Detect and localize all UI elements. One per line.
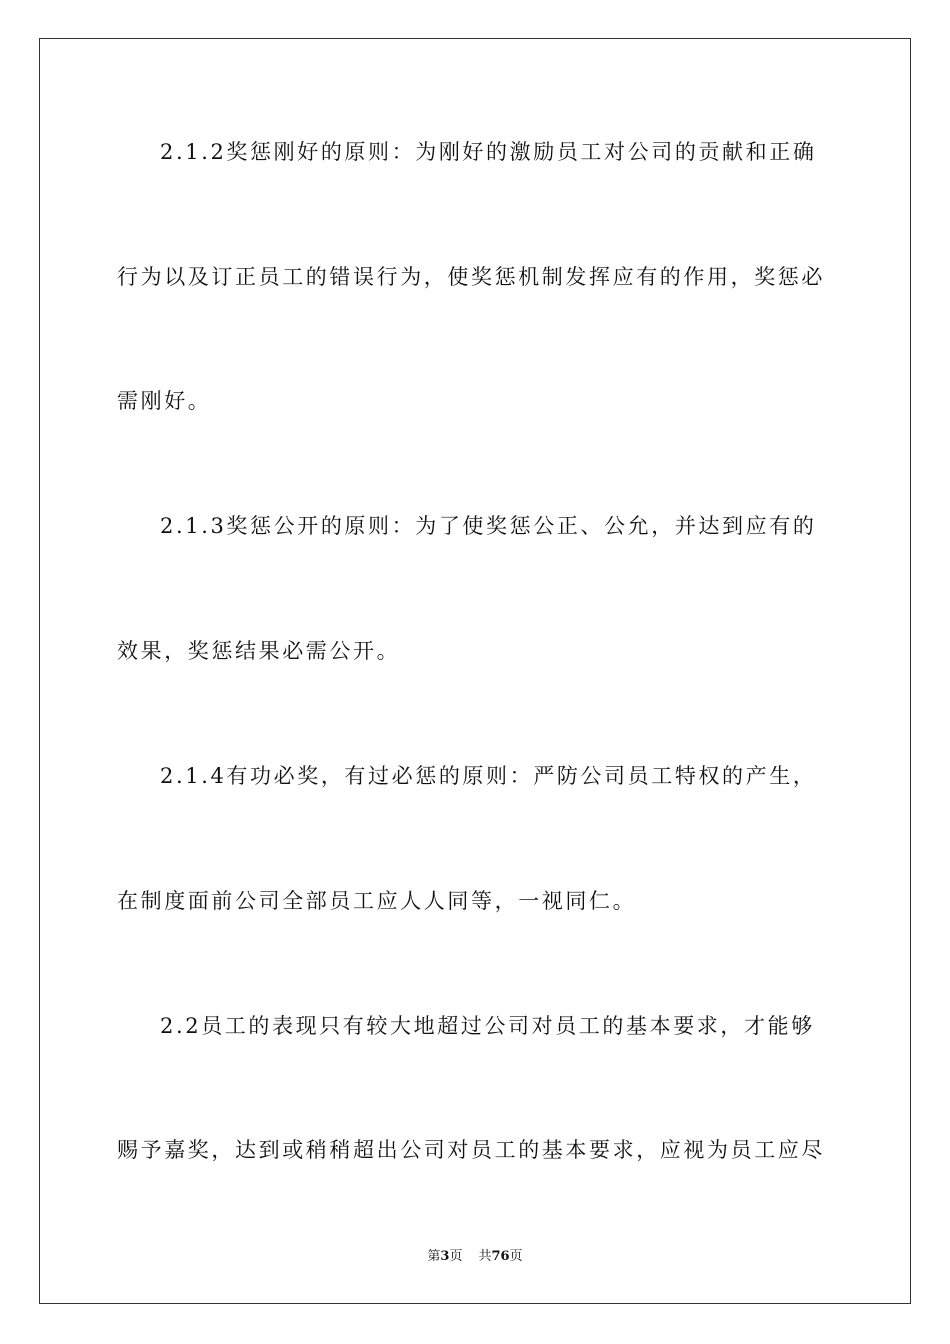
- footer-total-pages: 76: [491, 1249, 510, 1264]
- paragraph-line-2-1-2-start: 2.1.2奖惩刚好的原则：为刚好的激励员工对公司的贡献和正确: [160, 140, 817, 164]
- paragraph-line-2-1-3-start: 2.1.3奖惩公开的原则：为了使奖惩公正、公允，并达到应有的: [160, 514, 817, 538]
- footer-page-suffix: 页: [449, 1249, 463, 1264]
- footer-page-prefix: 第: [427, 1249, 441, 1264]
- paragraph-line-2-1-4-end: 在制度面前公司全部员工应人人同等，一视同仁。: [117, 889, 637, 913]
- paragraph-line-2-2-start: 2.2员工的表现只有较大地超过公司对员工的基本要求，才能够: [160, 1014, 815, 1038]
- footer-total-prefix: 共: [478, 1249, 492, 1264]
- footer-total-suffix: 页: [509, 1249, 523, 1264]
- paragraph-line-2-1-4-start: 2.1.4有功必奖，有过必惩的原则：严防公司员工特权的产生，: [160, 764, 817, 788]
- paragraph-line-2-1-2-cont: 行为以及订正员工的错误行为，使奖惩机制发挥应有的作用，奖惩必: [117, 265, 825, 289]
- footer-page-number: 3: [440, 1249, 450, 1264]
- paragraph-line-2-2-cont: 赐予嘉奖，达到或稍稍超出公司对员工的基本要求，应视为员工应尽: [117, 1138, 825, 1162]
- paragraph-line-2-1-2-end: 需刚好。: [117, 389, 212, 413]
- page-footer: [0, 1249, 950, 1265]
- paragraph-line-2-1-3-end: 效果，奖惩结果必需公开。: [117, 639, 401, 663]
- page-border: [39, 38, 911, 1304]
